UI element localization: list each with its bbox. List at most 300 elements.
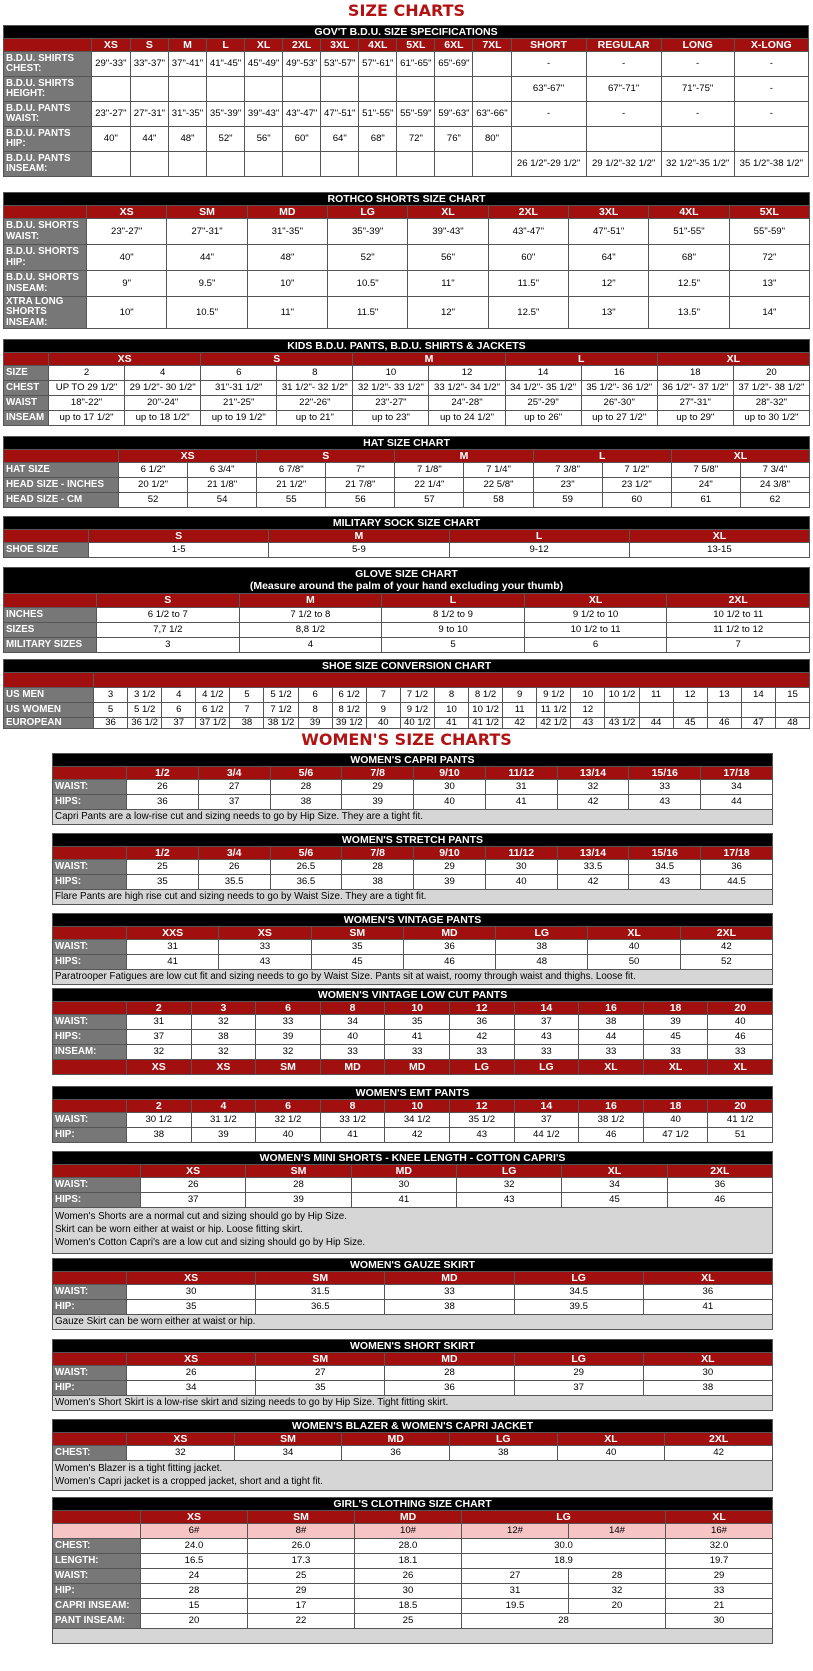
capri-pants-table	[52, 753, 773, 825]
size-footer-cell: XL	[643, 1060, 708, 1075]
value-cell: 36	[342, 1446, 450, 1461]
data-row	[53, 1178, 773, 1193]
note-line: Flare Pants are high rise cut and sizing needs to go by Waist Size. They are a tight fit.	[55, 890, 427, 902]
value-cell	[321, 152, 359, 177]
value-cell: 32	[127, 1446, 235, 1461]
value-cell: 10"	[247, 271, 327, 297]
value-cell: 10 1/2 to 11	[524, 623, 667, 638]
value-cell: 36	[403, 940, 495, 955]
value-cell: 44	[701, 795, 773, 810]
value-cell: 36	[94, 718, 128, 729]
row-label: CAPRI INSEAM:	[53, 1599, 141, 1614]
note-line: Capri Pants are a low-rise cut and sizing needs to go by Hip Size. They are a tight fit.	[55, 810, 423, 822]
value-cell: 27"-31"	[657, 396, 733, 411]
title-row	[53, 1152, 773, 1165]
value-cell: up to 18 1/2"	[125, 411, 201, 426]
value-cell: 43 1/2	[605, 718, 639, 729]
size-charts-heading: SIZE CHARTS	[347, 1, 466, 20]
header-corner	[4, 39, 92, 52]
size-header-cell: M	[239, 594, 382, 608]
value-cell: -	[511, 102, 586, 127]
value-cell: 13.5"	[649, 297, 729, 329]
value-cell: 40	[414, 795, 486, 810]
data-row	[53, 1446, 773, 1461]
value-cell: 40	[557, 1446, 665, 1461]
value-cell: 11"	[247, 297, 327, 329]
value-cell: 46	[708, 1030, 773, 1045]
data-row	[4, 245, 810, 271]
table-title	[4, 660, 810, 673]
size-header-cell: XS	[127, 1353, 256, 1366]
value-cell: 32	[569, 1584, 666, 1599]
header-corner	[53, 1433, 127, 1446]
value-cell: 27	[256, 1366, 385, 1381]
value-cell: 54	[188, 493, 257, 508]
value-cell: 10 1/2	[605, 688, 639, 703]
value-cell: -	[661, 52, 734, 77]
data-row	[53, 1599, 773, 1614]
value-cell: 48"	[168, 127, 206, 152]
title-row	[53, 1087, 773, 1100]
size-header-cell: L	[533, 450, 671, 463]
value-cell: 11"	[408, 271, 488, 297]
size-header-cell: 2XL	[667, 1165, 772, 1178]
spacer-row	[4, 673, 810, 688]
header-corner	[4, 594, 97, 608]
data-row	[53, 1300, 773, 1315]
size-header-cell: LG	[327, 206, 407, 219]
row-label: WAIST:	[53, 1366, 127, 1381]
data-row	[53, 1381, 773, 1396]
subsize-cell: 6#	[141, 1524, 248, 1539]
value-cell: 35	[256, 1381, 385, 1396]
row-label: HIPS:	[53, 875, 127, 890]
value-cell: 42	[557, 875, 629, 890]
value-cell: 44"	[167, 245, 247, 271]
value-cell: 32	[557, 780, 629, 795]
size-header-cell: 17/18	[701, 847, 773, 860]
value-cell: 9 1/2 to 10	[524, 608, 667, 623]
value-cell: 30.0	[462, 1539, 666, 1554]
value-cell: 25	[355, 1614, 462, 1629]
size-header-cell: LG	[514, 1272, 643, 1285]
size-header-cell: SM	[234, 1433, 342, 1446]
title-row	[4, 193, 810, 206]
value-cell: 13-15	[629, 543, 809, 558]
value-cell: 9 1/2	[537, 688, 571, 703]
table-title-text: HAT SIZE CHART	[363, 436, 450, 449]
row-label: B.D.U. SHORTS WAIST:	[4, 219, 87, 245]
table-title-text: WOMEN'S STRETCH PANTS	[341, 833, 484, 846]
value-cell: 48	[496, 955, 588, 970]
data-row	[53, 1015, 773, 1030]
value-cell: 37	[141, 1193, 246, 1208]
table-title-text: WOMEN'S BLAZER & WOMEN'S CAPRI JACKET	[291, 1419, 534, 1432]
notes-row	[53, 1396, 773, 1411]
size-header-cell: 3XL	[321, 39, 359, 52]
value-cell: 31"-31 1/2"	[201, 381, 277, 396]
value-cell: 31"-35"	[247, 219, 327, 245]
value-cell: 39	[246, 1193, 351, 1208]
value-cell: 27"-31"	[130, 102, 168, 127]
value-cell: 16.5	[141, 1554, 248, 1569]
value-cell	[207, 152, 245, 177]
data-row	[53, 780, 773, 795]
value-cell: 60"	[488, 245, 568, 271]
table-title-text: SHOE SIZE CONVERSION CHART	[322, 659, 492, 672]
size-header-cell: M	[353, 353, 505, 366]
row-label: B.D.U. SHORTS HIP:	[4, 245, 87, 271]
value-cell: 31	[127, 940, 219, 955]
value-cell: 20 1/2"	[119, 478, 188, 493]
subsize-cell: 8#	[248, 1524, 355, 1539]
table-title	[53, 834, 773, 847]
notes-row	[53, 810, 773, 825]
size-header-cell: 7XL	[473, 39, 511, 52]
value-cell: 39	[298, 718, 332, 729]
value-cell: 6	[201, 366, 277, 381]
value-cell: 21	[666, 1599, 773, 1614]
title-row	[4, 437, 810, 450]
row-label: HEAD SIZE - INCHES	[4, 478, 119, 493]
value-cell: 37"-41"	[168, 52, 206, 77]
value-cell: 7 1/2	[400, 688, 434, 703]
value-cell: 50	[588, 955, 680, 970]
value-cell: 6	[524, 638, 667, 653]
value-cell	[130, 152, 168, 177]
size-header-row	[4, 594, 810, 608]
size-header-row	[4, 353, 810, 366]
value-cell: 14"	[729, 297, 809, 329]
size-header-cell: 16	[579, 1100, 644, 1113]
data-row	[53, 1113, 773, 1128]
header-corner	[53, 927, 127, 940]
value-cell: 21 7/8"	[326, 478, 395, 493]
size-header-cell: 20	[708, 1002, 773, 1015]
value-cell: 56"	[408, 245, 488, 271]
size-header-cell: SM	[246, 1165, 351, 1178]
value-cell: 24 3/8"	[740, 478, 809, 493]
size-header-cell: 5/6	[270, 847, 342, 860]
value-cell: 25	[127, 860, 199, 875]
value-cell: 12	[571, 703, 605, 718]
value-cell: 35 1/2"-38 1/2"	[734, 152, 808, 177]
size-header-cell: L	[382, 594, 525, 608]
data-row	[4, 396, 810, 411]
size-header-cell: XL	[562, 1165, 667, 1178]
value-cell	[707, 703, 741, 718]
value-cell: 6 1/2 to 7	[97, 608, 240, 623]
value-cell: 39 1/2	[332, 718, 366, 729]
value-cell: 13"	[729, 271, 809, 297]
data-row	[4, 366, 810, 381]
emt-pants-table	[52, 1086, 773, 1143]
value-cell: 65"-69"	[435, 52, 473, 77]
value-cell: 31.5	[256, 1285, 385, 1300]
size-header-cell: 2XL	[488, 206, 568, 219]
value-cell	[245, 152, 283, 177]
value-cell	[586, 127, 661, 152]
value-cell	[283, 77, 321, 102]
value-cell: 8	[298, 703, 332, 718]
value-cell: 6 1/2	[196, 703, 230, 718]
value-cell: 23"-27"	[91, 102, 130, 127]
size-header-cell: MD	[385, 1353, 514, 1366]
value-cell: 10 1/2 to 11	[667, 608, 810, 623]
size-header-cell: 7/8	[342, 847, 414, 860]
value-cell: 34 1/2"- 35 1/2"	[505, 381, 581, 396]
value-cell: 33 1/2"- 34 1/2"	[429, 381, 505, 396]
table-title-text: WOMEN'S EMT PANTS	[355, 1086, 470, 1099]
size-header-cell: SM	[256, 1272, 385, 1285]
value-cell: 43"-47"	[283, 102, 321, 127]
size-header-cell: S	[97, 594, 240, 608]
title-row	[4, 660, 810, 673]
value-cell: up to 17 1/2"	[49, 411, 125, 426]
value-cell	[283, 152, 321, 177]
value-cell: 41	[434, 718, 468, 729]
value-cell: 33	[643, 1045, 708, 1060]
value-cell: 20	[733, 366, 809, 381]
value-cell: 18	[657, 366, 733, 381]
value-cell: 37	[162, 718, 196, 729]
table-notes	[53, 1629, 773, 1644]
value-cell: 11	[639, 688, 673, 703]
value-cell: 28	[270, 780, 342, 795]
value-cell: 3	[97, 638, 240, 653]
value-cell: -	[511, 52, 586, 77]
title-row	[4, 340, 810, 353]
value-cell: 7 3/4"	[740, 463, 809, 478]
value-cell: 38	[449, 1446, 557, 1461]
subsize-cell: 12#	[462, 1524, 569, 1539]
value-cell: up to 24 1/2"	[429, 411, 505, 426]
row-label: CHEST:	[53, 1446, 127, 1461]
value-cell: 10.5"	[167, 297, 247, 329]
table-title	[53, 754, 773, 767]
value-cell: 29	[414, 860, 486, 875]
size-footer-cell: XL	[708, 1060, 773, 1075]
value-cell	[130, 77, 168, 102]
data-row	[53, 1193, 773, 1208]
value-cell: 43	[629, 875, 701, 890]
value-cell: 26.0	[248, 1539, 355, 1554]
value-cell: 41	[351, 1193, 456, 1208]
value-cell: -	[734, 52, 808, 77]
size-header-cell: MD	[403, 927, 495, 940]
data-row	[53, 1584, 773, 1599]
size-header-cell: L	[449, 530, 629, 543]
value-cell: 39.5	[514, 1300, 643, 1315]
value-cell: 33	[514, 1045, 579, 1060]
value-cell: 42	[385, 1128, 450, 1143]
value-cell: 33	[256, 1015, 321, 1030]
row-label: HIP:	[53, 1128, 127, 1143]
value-cell: 8	[277, 366, 353, 381]
table-notes	[53, 970, 773, 985]
govt-bdu-table	[3, 25, 809, 177]
value-cell: 61	[671, 493, 740, 508]
row-label: WAIST:	[53, 1569, 141, 1584]
value-cell: 49"-53"	[283, 52, 321, 77]
value-cell: 45	[562, 1193, 667, 1208]
size-header-cell: 7/8	[342, 767, 414, 780]
size-header-cell: XS	[49, 353, 201, 366]
value-cell: 6 1/2	[332, 688, 366, 703]
table-title-text: WOMEN'S MINI SHORTS - KNEE LENGTH - COTTON CAPRI'S	[259, 1151, 566, 1164]
size-header-cell: XS	[219, 927, 311, 940]
value-cell: 11.5"	[488, 271, 568, 297]
value-cell: 9 1/2	[400, 703, 434, 718]
value-cell: 34	[701, 780, 773, 795]
value-cell: 38	[270, 795, 342, 810]
size-header-cell: XS	[127, 1433, 235, 1446]
table-title	[4, 437, 810, 450]
note-line: Paratrooper Fatigues are low cut fit and sizing needs to go by Waist Size. Pants sit at waist, roomy through waist and thighs. Loose fit.	[55, 970, 636, 982]
data-row	[53, 955, 773, 970]
row-label: WAIST:	[53, 1113, 127, 1128]
value-cell: 56"	[245, 127, 283, 152]
header-corner	[4, 673, 94, 688]
size-header-cell: 3XL	[568, 206, 648, 219]
data-row	[53, 1128, 773, 1143]
subsize-cell: 10#	[355, 1524, 462, 1539]
value-cell: 51"-55"	[649, 219, 729, 245]
value-cell: 43	[219, 955, 311, 970]
size-header-row	[4, 39, 809, 52]
value-cell: 44.5	[701, 875, 773, 890]
value-cell: 23 1/2"	[602, 478, 671, 493]
value-cell: 43	[571, 718, 605, 729]
value-cell: 41	[485, 795, 557, 810]
data-row	[53, 1366, 773, 1381]
value-cell: 25	[248, 1569, 355, 1584]
row-label: INCHES	[4, 608, 97, 623]
row-label: HIPS:	[53, 795, 127, 810]
size-footer-cell: LG	[449, 1060, 514, 1075]
value-cell: 26	[355, 1569, 462, 1584]
value-cell: 36.5	[256, 1300, 385, 1315]
value-cell: 63"-66"	[473, 102, 511, 127]
row-label: INSEAM	[4, 411, 49, 426]
size-header-cell: LG	[456, 1165, 561, 1178]
size-header-row	[53, 1272, 773, 1285]
value-cell: 40	[485, 875, 557, 890]
table-title	[4, 340, 810, 353]
value-cell: 55"-59"	[397, 102, 435, 127]
size-footer-cell: SM	[256, 1060, 321, 1075]
value-cell: 40	[366, 718, 400, 729]
size-header-cell: XL	[671, 450, 809, 463]
value-cell: 35 1/2"- 36 1/2"	[581, 381, 657, 396]
value-cell: 9	[366, 703, 400, 718]
value-cell: 18.1	[355, 1554, 462, 1569]
size-header-row	[53, 767, 773, 780]
value-cell: 42	[503, 718, 537, 729]
value-cell: 8 1/2	[332, 703, 366, 718]
value-cell	[435, 77, 473, 102]
value-cell: 22 1/4"	[395, 478, 464, 493]
stretch-pants-table	[52, 833, 773, 905]
value-cell	[168, 77, 206, 102]
value-cell: 34	[562, 1178, 667, 1193]
value-cell: 5 1/2	[264, 688, 298, 703]
row-label: WAIST:	[53, 1178, 141, 1193]
size-header-cell: XS	[91, 39, 130, 52]
size-header-row	[53, 1100, 773, 1113]
value-cell: 29	[514, 1366, 643, 1381]
data-row	[4, 688, 810, 703]
value-cell: 30	[666, 1614, 773, 1629]
value-cell: 46	[707, 718, 741, 729]
size-header-cell: S	[130, 39, 168, 52]
size-header-cell: MD	[385, 1272, 514, 1285]
value-cell: 52	[119, 493, 188, 508]
value-cell: 32	[191, 1015, 256, 1030]
table-title	[4, 193, 810, 206]
value-cell: 10	[353, 366, 429, 381]
value-cell: -	[734, 77, 808, 102]
size-header-cell: XL	[408, 206, 488, 219]
row-label: B.D.U. SHORTS INSEAM:	[4, 271, 87, 297]
value-cell: up to 29"	[657, 411, 733, 426]
table-title	[53, 989, 773, 1002]
value-cell: 29"-33"	[91, 52, 130, 77]
note-line: Women's Shorts are a normal cut and sizing should go by Hip Size.	[55, 1211, 347, 1223]
value-cell: 7 1/2	[264, 703, 298, 718]
size-header-cell: 2XL	[667, 594, 810, 608]
size-header-cell: 10	[385, 1002, 450, 1015]
size-header-cell: 5XL	[729, 206, 809, 219]
value-cell: 67"-71"	[586, 77, 661, 102]
size-header-row	[53, 927, 773, 940]
value-cell: 24	[141, 1569, 248, 1584]
value-cell: 45	[643, 1030, 708, 1045]
data-row	[4, 463, 810, 478]
note-line: Women's Capri jacket is a cropped jacket, short and a tight fit.	[55, 1475, 323, 1487]
value-cell: 31 1/2"- 32 1/2"	[277, 381, 353, 396]
value-cell: 23"	[533, 478, 602, 493]
data-row	[53, 1569, 773, 1584]
table-notes	[53, 1461, 773, 1491]
value-cell: 26	[127, 780, 199, 795]
value-cell: up to 23"	[353, 411, 429, 426]
value-cell: 26	[127, 1366, 256, 1381]
data-row	[53, 1554, 773, 1569]
value-cell: 8 1/2	[469, 688, 503, 703]
value-cell: 34	[320, 1015, 385, 1030]
header-corner	[53, 1511, 141, 1524]
row-label: WAIST:	[53, 940, 127, 955]
row-label: XTRA LONG SHORTS INSEAM:	[4, 297, 87, 329]
value-cell: 26	[141, 1178, 246, 1193]
size-header-cell: 4XL	[359, 39, 397, 52]
value-cell: 52	[680, 955, 772, 970]
short-skirt-table	[52, 1339, 773, 1411]
value-cell: 21 1/8"	[188, 478, 257, 493]
table-title	[53, 1340, 773, 1353]
table-notes	[53, 890, 773, 905]
value-cell	[91, 77, 130, 102]
value-cell: 62	[740, 493, 809, 508]
header-corner	[53, 1165, 141, 1178]
value-cell: 47 1/2	[643, 1128, 708, 1143]
value-cell: 11 1/2	[537, 703, 571, 718]
size-header-cell: XL	[557, 1433, 665, 1446]
row-label: HIPS:	[53, 955, 127, 970]
value-cell: 60	[602, 493, 671, 508]
rothco-shorts-table	[3, 192, 810, 329]
